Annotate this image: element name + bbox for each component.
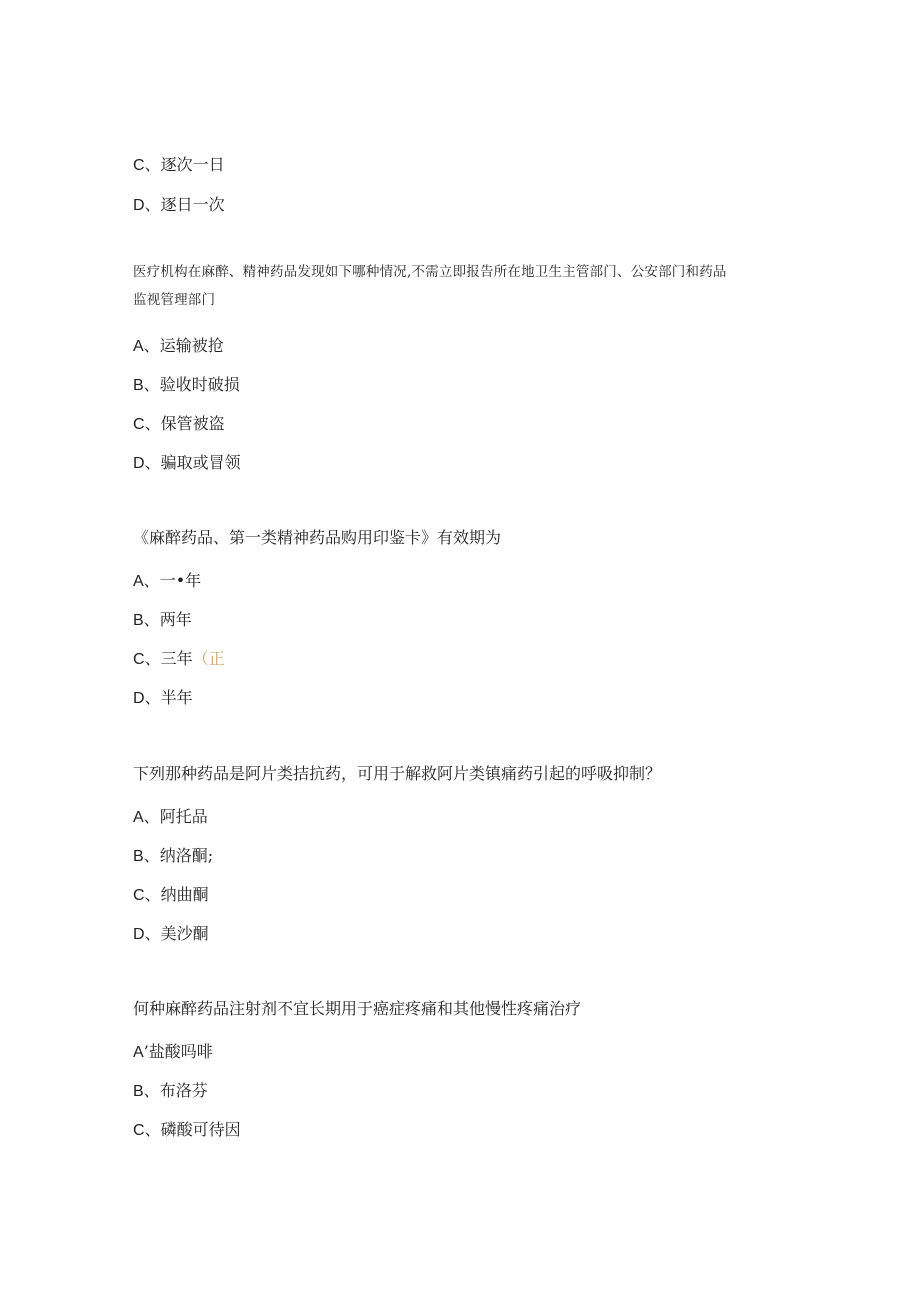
option-separator: 、 bbox=[143, 610, 160, 629]
option-letter: C bbox=[133, 887, 145, 904]
option-letter: A bbox=[133, 809, 144, 826]
option-letter: C bbox=[133, 651, 145, 668]
option-separator: 、 bbox=[144, 688, 161, 707]
option-text: 运输被抢 bbox=[159, 336, 224, 355]
option-separator: 、 bbox=[144, 649, 161, 668]
option-letter: D bbox=[133, 455, 145, 472]
option-text: 纳曲酮 bbox=[160, 885, 209, 904]
question-4-option-c bbox=[133, 1122, 241, 1139]
option-letter: C bbox=[133, 1122, 145, 1139]
question-1-option-c bbox=[133, 416, 225, 433]
option-separator: 、 bbox=[143, 375, 160, 394]
option-separator: 、 bbox=[144, 1120, 161, 1139]
option-text: 两年 bbox=[159, 610, 192, 629]
option-letter: D bbox=[133, 197, 145, 214]
option-text: 纳洛酮; bbox=[159, 846, 214, 865]
option-text: 美沙酮 bbox=[160, 924, 209, 943]
prev-option-d bbox=[133, 197, 225, 214]
option-letter: C bbox=[133, 157, 145, 174]
answer-mark: （正 bbox=[192, 649, 225, 668]
option-letter: A bbox=[133, 338, 144, 355]
prev-option-c bbox=[133, 157, 225, 174]
option-separator: 、 bbox=[144, 885, 161, 904]
option-letter: D bbox=[133, 926, 145, 943]
option-text: 骗取或冒领 bbox=[160, 453, 241, 472]
option-letter: B bbox=[133, 612, 144, 629]
option-separator: 、 bbox=[144, 155, 161, 174]
option-text: 磷酸可待因 bbox=[160, 1120, 241, 1139]
option-separator: 、 bbox=[143, 846, 160, 865]
option-separator: 、 bbox=[143, 336, 160, 355]
option-letter: A bbox=[133, 1044, 144, 1061]
option-separator: 、 bbox=[144, 924, 161, 943]
option-separator: 、 bbox=[144, 453, 161, 472]
option-separator: 、 bbox=[143, 571, 160, 590]
question-3-option-c bbox=[133, 887, 209, 904]
question-1-option-b bbox=[133, 377, 240, 394]
question-3-option-b bbox=[133, 848, 213, 865]
question-3-stem: 下列那种药品是阿片类拮抗药，可用于解救阿片类镇痛药引起的呼吸抑制？ bbox=[133, 764, 662, 783]
question-4-option-b bbox=[133, 1083, 208, 1100]
option-text: 三年 bbox=[160, 649, 193, 668]
option-separator: 、 bbox=[143, 1081, 160, 1100]
option-text: 保管被盗 bbox=[160, 414, 225, 433]
option-letter: B bbox=[133, 377, 144, 394]
option-separator: 、 bbox=[143, 807, 160, 826]
question-4-stem: 何种麻醉药品注射剂不宜长期用于癌症疼痛和其他慢性疼痛治疗 bbox=[133, 999, 582, 1018]
question-3-option-a bbox=[133, 809, 208, 826]
option-text: 验收时破损 bbox=[159, 375, 240, 394]
question-4-option-a bbox=[133, 1044, 213, 1061]
option-text: 半年 bbox=[160, 688, 193, 707]
option-text: 布洛芬 bbox=[159, 1081, 208, 1100]
option-text: 一•年 bbox=[159, 571, 202, 590]
question-2-option-c bbox=[133, 651, 225, 668]
option-separator: ’ bbox=[143, 1042, 149, 1061]
question-1-stem-line-1: 医疗机构在麻醉、精神药品发现如下哪种情况,不需立即报告所在地卫生主管部门、公安部门和药品 bbox=[133, 264, 727, 280]
question-1-stem-line-2: 监视管理部门 bbox=[133, 292, 216, 308]
option-text: 逐次一日 bbox=[160, 155, 225, 174]
question-2-option-d bbox=[133, 690, 193, 707]
option-letter: C bbox=[133, 416, 145, 433]
option-text: 阿托品 bbox=[159, 807, 208, 826]
question-1-option-a bbox=[133, 338, 224, 355]
question-2-option-a bbox=[133, 573, 201, 590]
option-separator: 、 bbox=[144, 414, 161, 433]
option-letter: A bbox=[133, 573, 144, 590]
question-2-stem: 《麻醉药品、第一类精神药品购用印鉴卡》有效期为 bbox=[133, 528, 502, 547]
option-letter: B bbox=[133, 1083, 144, 1100]
option-text: 逐日一次 bbox=[160, 195, 225, 214]
option-letter: B bbox=[133, 848, 144, 865]
question-1-option-d bbox=[133, 455, 241, 472]
option-text: 盐酸吗啡 bbox=[148, 1042, 213, 1061]
option-letter: D bbox=[133, 690, 145, 707]
option-separator: 、 bbox=[144, 195, 161, 214]
question-2-option-b bbox=[133, 612, 192, 629]
question-3-option-d bbox=[133, 926, 209, 943]
